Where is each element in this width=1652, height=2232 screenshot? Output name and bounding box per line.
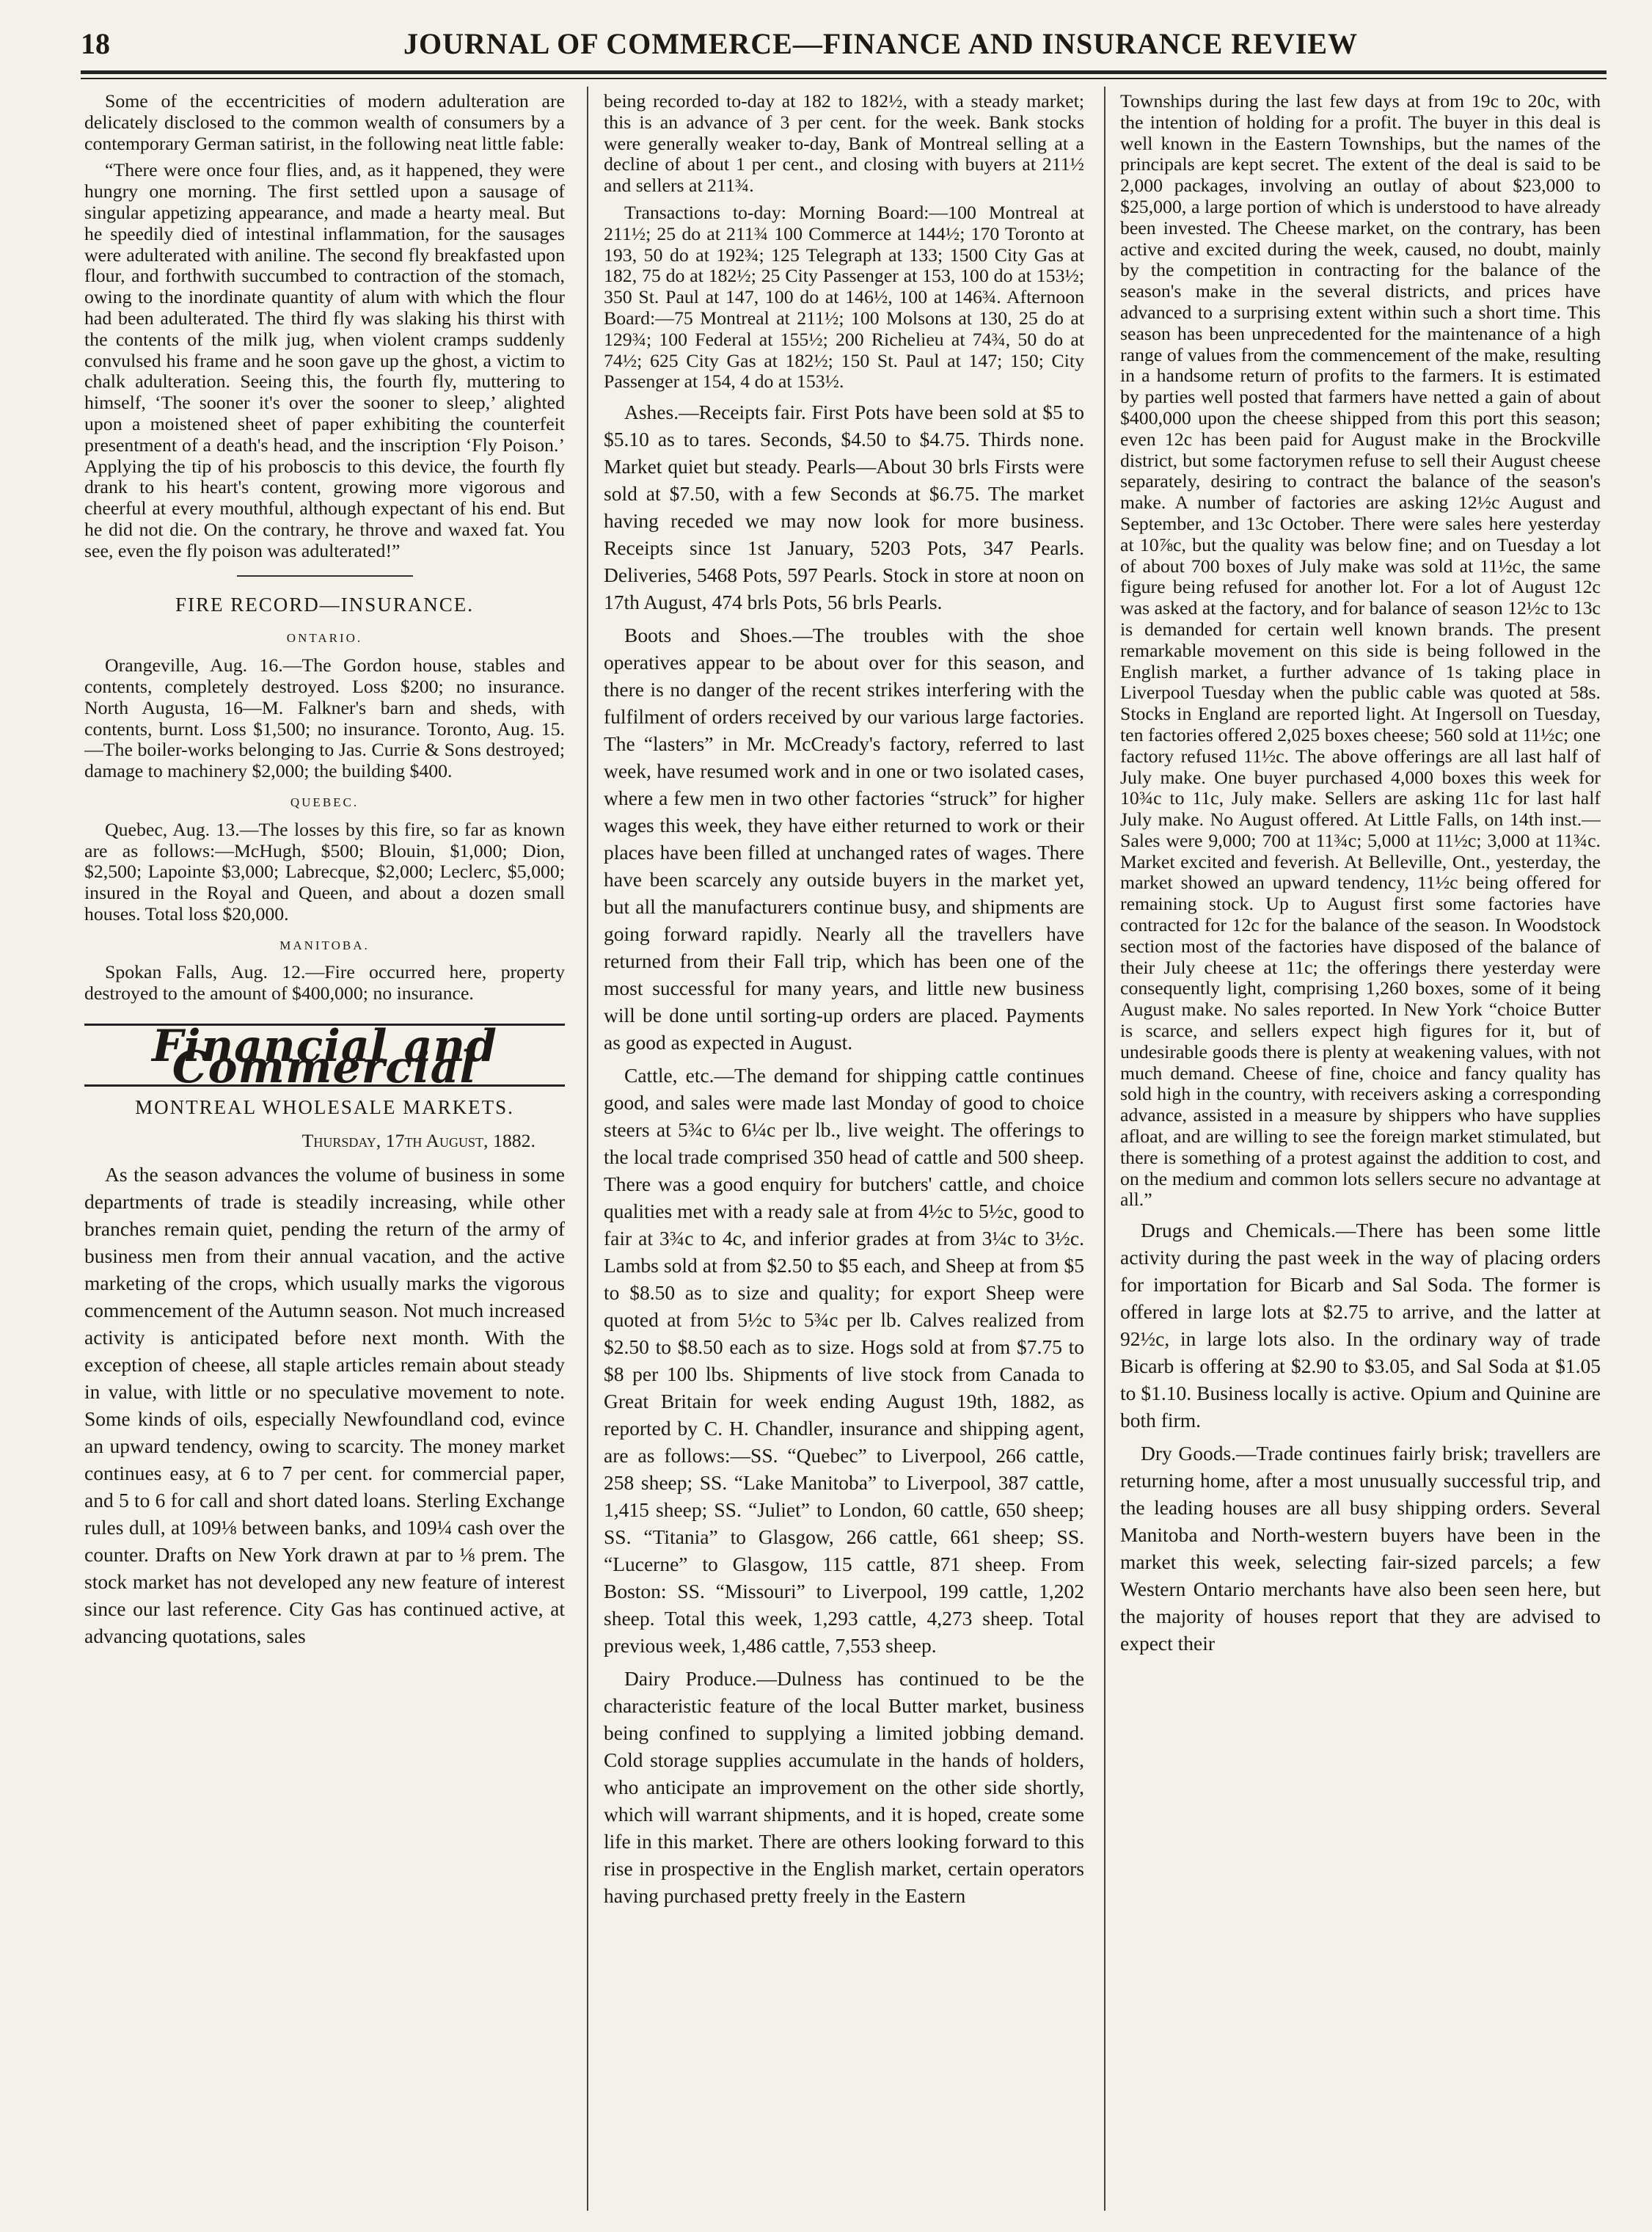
dry-goods-section <box>1120 1440 1601 1657</box>
quebec-fires: Quebec, Aug. 13.—The losses by this fire, so far as known are as follows:—McHugh, $500; Blouin, $1,000; Dion, $2,500; Lapointe $3,000; Labrecque, $2,000; Leclerc, $5,000; insured in the Royal and Queen, and about a dozen small houses. Total loss $20,000. <box>84 818 565 924</box>
manitoba-fires: Spokan Falls, Aug. 12.—Fire occurred here, property destroyed to the amount of $400,000; no insurance. <box>84 961 565 1004</box>
ashes-section <box>604 398 1084 616</box>
markets-date: Thursday, 17th August, 1882. <box>301 1130 536 1152</box>
page-header <box>81 21 1592 69</box>
header-rule <box>81 70 1607 74</box>
column-divider <box>587 87 588 2211</box>
page-number: 18 <box>81 27 110 60</box>
cattle-section <box>604 1062 1084 1659</box>
markets-body <box>84 1161 565 1649</box>
dry-goods-report: Dry Goods.—Trade continues fairly brisk; travellers are returning home, after a most unusually successful trip, and the leading houses are all busy shipping orders. Several Manitoba and North-western buyers have been in the market this week, selecting fair-sized parcels; a few Western Ontario merchants have also been seen here, but the majority of houses report that they are advised to expect their <box>1120 1442 1601 1655</box>
ashes-report: Ashes.—Receipts fair. First Pots have been sold at $5 to $5.10 as to tares. Seconds, $4.50 to $4.75. Thirds none. Market quiet but steady. Pearls—About 30 brls Firsts were sold at $7.50, with a few Seconds at $6.75. The market having receded we may now look for more business. Receipts since 1st January, 5203 Pots, 347 Pearls. Deliveries, 5468 Pots, 597 Pearls. Stock in store at noon on 17th August, 474 brls Pots, 56 brls Pearls. <box>604 401 1084 614</box>
header-rule-thin <box>81 78 1607 79</box>
fire-record-heading: FIRE RECORD—INSURANCE. <box>175 593 475 616</box>
stock-transactions: Transactions to-day: Morning Board:—100 Montreal at 211½; 25 do at 211¾ 100 Commerce at 144½; 170 Toronto at 193, 50 do at 192¾; 125 Telegraph at 133; 1500 City Gas at 182, 75 do at 182½; 25 City Passenger at 153, 100 do at 153½; 350 St. Paul at 147, 100 do at 146½, 100 at 146¾. Afternoon Board:—75 Montreal at 211½; 100 Molsons at 130, 25 do at 129¾; 100 Federal at 155½; 200 Richelieu at 74¾, 50 do at 74½; 625 City Gas at 182½; 150 St. Paul at 147; 150; City Passenger at 154, 4 do at 153½. <box>604 201 1084 393</box>
adulteration-intro: Some of the eccentricities of modern adulteration are delicately disclosed to the common wealth of consumers by a contemporary German satirist, in the following neat little fable: <box>84 91 565 154</box>
journal-title: JOURNAL OF COMMERCE—FINANCE AND INSURANCE REVIEW <box>403 27 1359 60</box>
boots-section <box>604 621 1084 1056</box>
drugs-chemicals-report: Drugs and Chemicals.—There has been some little activity during the past week in the way of placing orders for importation for Bicarb and Sal Soda. The former is offered in large lots at $2.75 to arrive, and the latter at 92½c, in large lots also. In the ordinary way of trade Bicarb is offering at $2.90 to $3.05, and Sal Soda at $1.05 to $1.10. Business locally is active. Opium and Quinine are both firm. <box>1120 1219 1601 1432</box>
drugs-section <box>1120 1217 1601 1434</box>
boots-shoes-report: Boots and Shoes.—The troubles with the shoe operatives appear to be about over for this season, and there is no danger of the recent strikes interfering with the fulfilment of orders received by our various large factories. The “lasters” in Mr. McCready's factory, referred to last week, have resumed work and in one or two isolated cases, where a few men in two other factories “struck” for higher wages this week, they have either returned to work or their places have been filled at unchanged rates of wages. There have been scarcely any outside buyers in the market yet, but all the manufacturers continue busy, and shipments are going forward rapidly. Nearly all the travellers have returned from their Fall trip, which has been one of the most successful for many years, and little new business will be done until sorting-up orders are placed. Payments as good as expected in August. <box>604 624 1084 1054</box>
dairy-report: Dairy Produce.—Dulness has continued to be the characteristic feature of the local Butter market, business being confined to supplying a limited jobbing demand. Cold storage supplies accumulate in the hands of holders, who anticipate an improvement on the other side shortly, which will warrant shipments, and it is hoped, create some life in this market. There are others looking forward to this rise in prospective in the English market, certain operators having purchased pretty freely in the Eastern <box>604 1667 1084 1908</box>
ontario-fires: Orangeville, Aug. 16.—The Gordon house, stables and contents, completely destroyed. Loss $200; no insurance. North Augusta, 16—M. Falkner's barn and sheds, with contents, burnt. Loss $1,500; no insurance. Toronto, Aug. 15.—The boiler-works belonging to Jas. Currie & Sons destroyed; damage to machinery $2,000; the building $400. <box>84 654 565 782</box>
cattle-report: Cattle, etc.—The demand for shipping cattle continues good, and sales were made last Monday of good to choice steers at 5¾c to 6¼c per lb., live weight. The offerings to the local trade comprised 350 head of cattle and 500 sheep. There was a good enquiry for butchers' cattle, and choice qualities met with a ready sale at from 4½c to 5½c, good to fair at 3¾c to 4c, and inferior grades at from 3¼c to 3½c. Lambs sold at from $2.50 to $5 each, and Sheep at from $5 to $8.50 as to size and quality; for export Sheep were quoted at from 5½c to 5¾c per lb. Calves realized from $2.50 to $8.50 each as to size. Hogs sold at from $7.75 to $8 per 100 lbs. Shipments of live stock from Canada to Great Britain for week ending August 19th, 1882, as reported by C. H. Chandler, insurance and shipping agent, are as follows:—SS. “Quebec” to Liverpool, 266 cattle, 258 sheep; SS. “Lake Manitoba” to Liverpool, 387 cattle, 1,415 sheep; SS. “Juliet” to London, 60 cattle, 650 sheep; SS. “Titania” to Glasgow, 266 cattle, 661 sheep; SS. “Lucerne” to Glasgow, 115 cattle, 871 sheep. From Boston: SS. “Missouri” to Liverpool, 199 cattle, 1,202 sheep. Total this week, 1,293 cattle, 4,273 sheep. Total previous week, 1,486 cattle, 7,553 sheep. <box>604 1064 1084 1657</box>
ontario-label: ONTARIO. <box>286 631 363 646</box>
dairy-continued: Townships during the last few days at from 19c to 20c, with the intention of holding for a profit. The buyer in this deal is well known in the Eastern Townships, but the names of the principals are kept secret. The extent of the deal is said to be 2,000 packages, involving an outlay of about $23,000 to $25,000, a large portion of which is understood to have already been invested. The Cheese market, on the contrary, has been active and excited during the week, caused, no doubt, mainly by the competition in contracting for the balance of the season's make in the several districts, and prices have advanced to a surprising extent within such a short time. This season has been unprecedented for the maintenance of a high range of values from the commencement of the make, resulting in a handsome return of profits to the farmers. It is estimated by parties well posted that farmers have netted a gain of about $400,000 upon the cheese shipped from this port this season; even 12c has been paid for August make in the Brockville district, but some factorymen refuse to sell their August cheese separately, desiring to contract the balance of the season's make. A number of factories are asking 12½c August and September, and 13c October. There were sales here yesterday at 10⅞c, but the quality was below fine; and on Tuesday a lot of about 700 boxes of July make was sold at 11½c, the same figure being refused for another lot. For a lot of August 12c was asked at the factory, and for balance of season 12½c to 13c is demanded for certain well known brands. The present remarkable movement on this side is being followed in the English market, a further advance of 1s taking place in Liverpool Tuesday when the public cable was quoted at 58s. Stocks in England are reported light. At Ingersoll on Tuesday, ten factories offered 2,025 boxes cheese; 560 sold at 11½c; one factory refused 11½c. The above offerings are all last half of July make. One buyer purchased 4,000 boxes this week for 10¾c to 11c, July make. Sellers are asking 11c for last half July make. No August offered. At Little Falls, on 14th inst.—Sales were 9,000; 700 at 11¾c; 5,000 at 11½c; 3,000 at 11¾c. Market excited and feverish. At Belleville, Ont., yesterday, the market showed an upward tendency, 11½c being offered for remaining stock. Up to August first some factories have contracted for 12c for the balance of the season. In Woodstock section most of the factories have disposed of the balance of their July cheese at 11c; the offerings there yesterday were consequently light, comprising 1,260 boxes, some of it being August make. No sales reported. In New York “choice Butter is scarce, and sellers expect high figures for it, but of undesirable goods there is plenty at weakening values, with not much demand. Cheese of fine, choice and fancy quality has sold high in the country, with receivers asking a corresponding advance, assisted in a measure by shippers who have supplies afloat, and are willing to see the foreign market stimulated, but there is something of a protest against the addition to cost, and on the medium and common lots sellers secure no advantage at all.” <box>1120 91 1601 1211</box>
markets-heading: MONTREAL WHOLESALE MARKETS. <box>135 1095 514 1118</box>
column-divider <box>1104 87 1105 2211</box>
section-divider <box>237 575 413 577</box>
stocks-continued: being recorded to-day at 182 to 182½, with a steady market; this is an advance of 3 per cent. for the week. Bank stocks were generally weaker to-day, Bank of Montreal selling at a decline of about 1 per cent., and closing with buyers at 211½ and sellers at 211¾. <box>604 91 1084 197</box>
quebec-label: QUEBEC. <box>290 795 359 809</box>
column-right <box>1120 91 1601 2211</box>
financial-commercial-heading: Financial and Commercial <box>152 1021 497 1093</box>
dairy-section <box>604 1665 1084 1909</box>
markets-overview: As the season advances the volume of business in some departments of trade is steadily increasing, while other branches remain quiet, pending the return of the army of business men from their annual vacation, and the active marketing of the crops, which usually marks the vigorous commencement of the Autumn season. Not much increased activity is anticipated before next month. With the exception of cheese, all staple articles remain about steady in value, with little or no speculative movement to note. Some kinds of oils, especially Newfoundland cod, evince an upward tendency, owing to scarcity. The money market continues easy, at 6 to 7 per cent. for commercial paper, and 5 to 6 for call and short dated loans. Sterling Exchange rules dull, at 109⅛ between banks, and 109¼ cash over the counter. Drafts on New York drawn at par to ⅛ prem. The stock market has not developed any new feature of interest since our last reference. City Gas has continued active, at advancing quotations, sales <box>84 1163 565 1648</box>
adulteration-fable: “There were once four flies, and, as it happened, they were hungry one morning. The first settled upon a sausage of singular appetizing appearance, and made a hearty meal. But he speedily died of intestinal inflammation, for the sausages were adulterated with aniline. The second fly breakfasted upon flour, and forthwith succumbed to contraction of the stomach, owing to the inordinate quantity of alum with which the flour had been adulterated. The third fly was slaking his thirst with the contents of the milk jug, when violent cramps suddenly convulsed his frame and he soon gave up the ghost, a victim to chalk adulteration. Seeing this, the fourth fly, muttering to himself, ‘The sooner it's over the sooner to sleep,’ alighted upon a moistened sheet of paper exhibiting the counterfeit presentment of a death's head, and the inscription ‘Fly Poison.’ Applying the tip of his proboscis to this device, the fourth fly drank to his heart's content, growing more vigorous and cheerful at every mouthful, although expectant of his end. But he did not die. On the contrary, he throve and waxed fat. You see, even the fly poison was adulterated!” <box>84 159 565 561</box>
manitoba-label: MANITOBA. <box>279 938 370 952</box>
column-left <box>84 91 565 2211</box>
column-middle <box>604 91 1084 2211</box>
